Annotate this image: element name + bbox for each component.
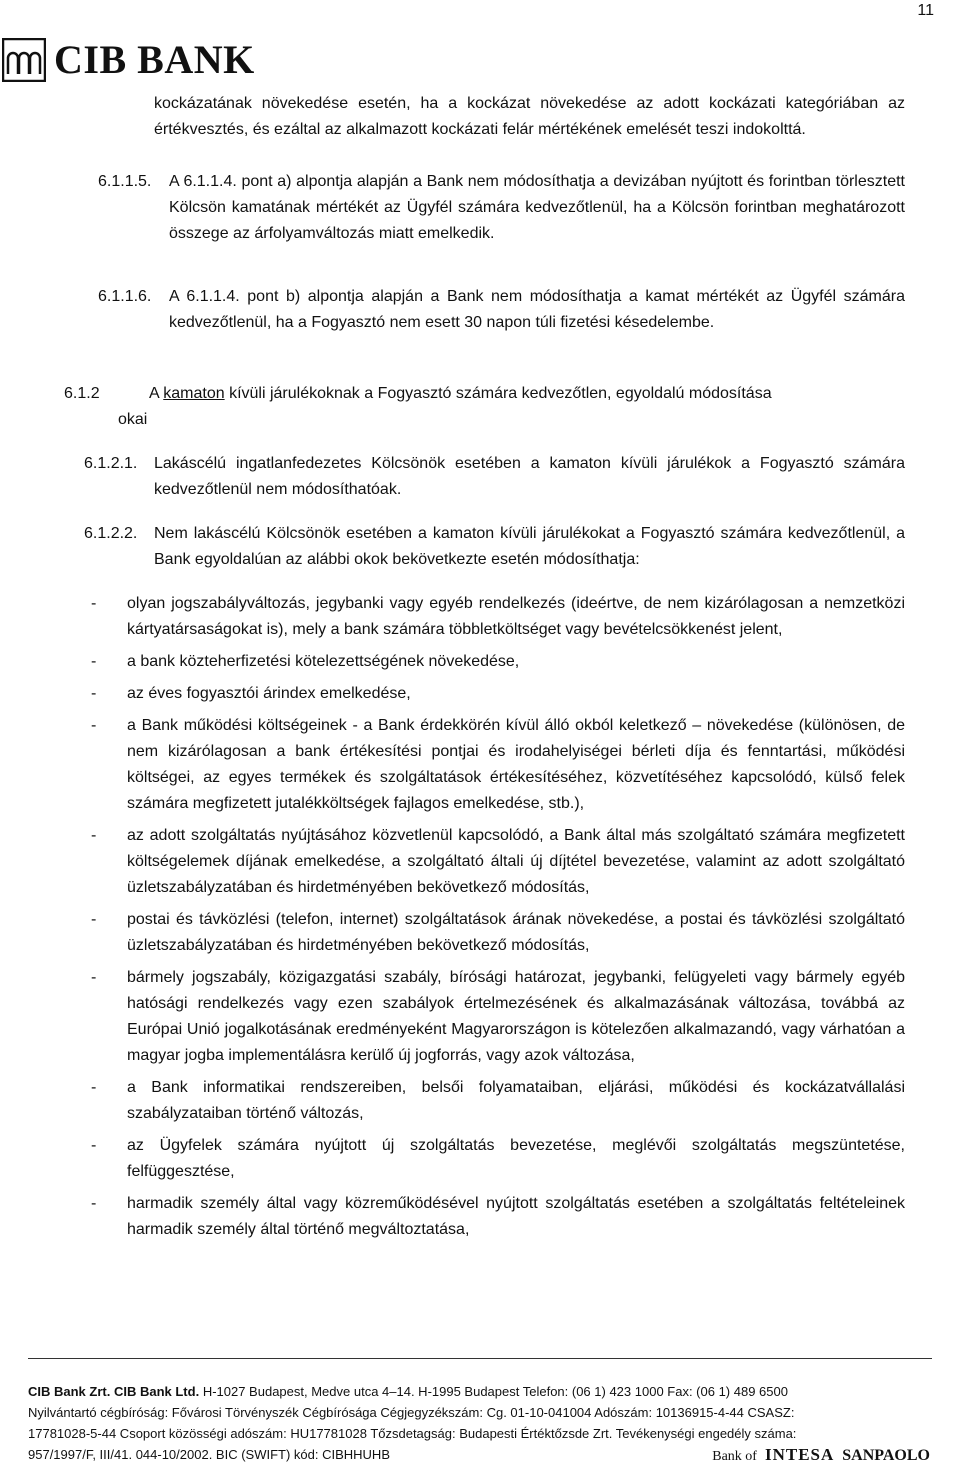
section-6-1-2-heading: [64, 381, 905, 407]
footer-line-4: 957/1997/F, III/41. 044-10/2002. BIC (SWIFT) kód: CIBHHUHB: [28, 1447, 390, 1462]
footer-line-3: 17781028-5-44 Csoport közösségi adószám: HU17781028 Tőzsdetagság: Budapesti Értéktőzsde Zrt. Tevékenységi engedély száma:: [28, 1426, 797, 1441]
intesa-text: INTESA: [764, 1445, 835, 1464]
section-number: 6.1.1.5.: [98, 173, 152, 190]
section-6-1-1-6: [98, 284, 905, 336]
footer-line-2: Nyilvántartó cégbíróság: Fővárosi Törvényszék Cégbírósága Cégjegyzékszám: Cg. 01-10-041004 Adószám: 10136915-4-44 CSASZ:: [28, 1405, 795, 1420]
cib-arches-icon: [2, 38, 46, 82]
section-6-1-1-5: [98, 169, 905, 247]
kamaton-link[interactable]: kamaton: [163, 385, 225, 402]
bullet-list: [91, 591, 905, 1249]
section-text: Nem lakáscélú Kölcsönök esetében a kamaton kívüli járulékokat a Fogyasztó számára kedvezőtlenül, a Bank egyoldalúan az alábbi okok bekövetkezte esetén módosíthatja:: [154, 525, 905, 568]
heading-post: kívüli járulékoknak a Fogyasztó számára kedvezőtlen, egyoldalú módosítása: [229, 385, 772, 402]
list-item: - postai és távközlési (telefon, internet) szolgáltatások árának növekedése, a postai és távközlési szolgáltató üzletszabályzatában és hirdetményében bekövetkező módosítás,: [91, 911, 905, 954]
list-item: - a bank közteherfizetési kötelezettségének növekedése,: [91, 653, 520, 670]
list-item: - a Bank működési költségeinek - a Bank érdekkörén kívül álló okból keletkező – növekedése (különösen, de nem kizárólagosan a bank értékesítési pontjai és irodahelyiségei bérleti díja és fenntartási, működési költségei, az egyes termékek és szolgáltatások értékesítéséhez, közvetítéséhez kapcsolódó, külső felek számára megfizetett jutalékköltségek fajlagos emelkedése, stb.),: [91, 717, 905, 812]
section-text: Lakáscélú ingatlanfedezetes Kölcsönök esetében a kamaton kívüli járulékok a Fogyasztó számára kedvezőtlenül nem módosíthatóak.: [154, 455, 905, 498]
section-6-1-2-heading-cont: okai: [118, 411, 148, 428]
heading-pre: A: [149, 385, 159, 402]
list-item: - az adott szolgáltatás nyújtásához közvetlenül kapcsolódó, a Bank által más szolgáltató számára megfizetett költségelemek díjának emelkedése, a szolgáltató általi új díjtétel bevezetése, valamint az adott szolgáltató üzletszabályzatában és hirdetményében bekövetkező módosítás,: [91, 827, 905, 896]
section-6-1-2-1: [84, 451, 905, 503]
list-item: - a Bank informatikai rendszereiben, belsői folyamataiban, eljárási, működési és kockázatvállalási szabályzataiban történő változás,: [91, 1079, 905, 1122]
list-item: - az éves fogyasztói árindex emelkedése,: [91, 685, 411, 702]
section-number: 6.1.2: [64, 385, 100, 402]
section-number: 6.1.1.6.: [98, 288, 152, 305]
bank-of-text: Bank of: [712, 1449, 757, 1464]
section-number: 6.1.2.2.: [84, 525, 138, 542]
section-6-1-2-2: [84, 521, 905, 573]
paragraph-continuation: kockázatának növekedése esetén, ha a kockázat növekedése az adott kockázati kategóriában az értékvesztés, és ezáltal az alkalmazott kockázati felár mértékének emelését teszi indokolttá.: [154, 95, 905, 138]
list-item: - bármely jogszabály, közigazgatási szabály, bírósági határozat, jegybanki, felügyeleti vagy bármely egyéb hatósági rendelkezés vagy ezen szabályok értelmezésének és alkalmazásának változása, továbbá az Európai Unió jogalkotásának eredményeként Magyarországon is kötelezően alkalmazandó, vagy várhatóan a magyar jogba implementálásra kerülő új jogforrás, vagy azok változása,: [91, 969, 905, 1064]
list-item: - az Ügyfelek számára nyújtott új szolgáltatás bevezetése, meglévői szolgáltatás megszüntetése, felfüggesztése,: [91, 1137, 905, 1180]
intesa-sanpaolo-logo: [712, 1445, 930, 1465]
page-number: 11: [917, 2, 934, 19]
cib-bank-logo: [2, 38, 255, 82]
footer-line-1: CIB Bank Zrt. CIB Bank Ltd. H-1027 Budapest, Medve utca 4–14. H-1995 Budapest Telefon: (06 1) 423 1000 Fax: (06 1) 489 6500: [28, 1384, 788, 1399]
footer-company: CIB Bank Zrt. CIB Bank Ltd.: [28, 1384, 200, 1399]
section-text: A 6.1.1.4. pont a) alpontja alapján a Bank nem módosíthatja a devizában nyújtott és forintban törlesztett Kölcsön kamatának mértékét az Ügyfél számára kedvezőtlenül, ha a Kölcsön forintban meghatározott összege az árfolyamváltozás miatt emelkedik.: [169, 173, 905, 242]
list-item: - olyan jogszabályváltozás, jegybanki vagy egyéb rendelkezés (ideértve, de nem kizárólagosan a nemzetközi kártyatársaságokat is), mely a bank számára többletköltséget vagy bevételcsökkenést jelent,: [91, 595, 905, 638]
section-number: 6.1.2.1.: [84, 455, 138, 472]
section-text: A 6.1.1.4. pont b) alpontja alapján a Bank nem módosíthatja a kamat mértékét az Ügyfél számára kedvezőtlenül, ha a Fogyasztó nem esett 30 napon túli fizetési késedelembe.: [169, 288, 905, 331]
logo-text: CIB BANK: [54, 37, 255, 82]
page-footer: [28, 1358, 932, 1465]
sanpaolo-text: SANPAOLO: [842, 1447, 930, 1464]
list-item: - harmadik személy által vagy közreműködésével nyújtott szolgáltatás esetében a szolgáltatás feltételeinek harmadik személy által történő megváltoztatása,: [91, 1195, 905, 1238]
